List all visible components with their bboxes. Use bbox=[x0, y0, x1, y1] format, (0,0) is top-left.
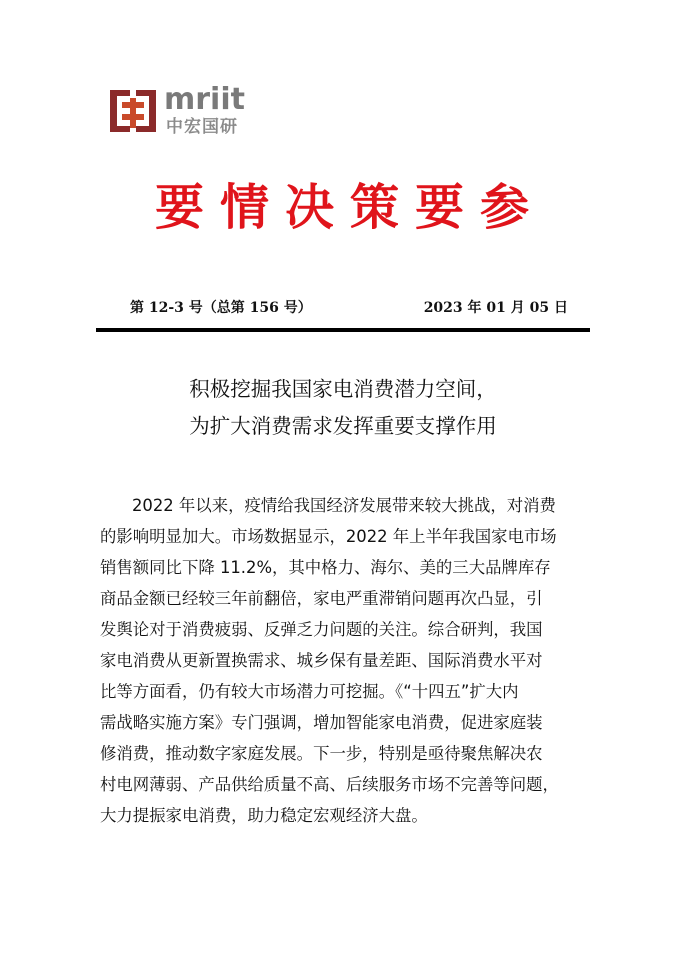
body-line: 发舆论对于消费疲弱、反弹乏力问题的关注。综合研判，我国 bbox=[100, 620, 543, 639]
body-line: 村电网薄弱、产品供给质量不高、后续服务市场不完善等问题， bbox=[100, 775, 559, 794]
logo-brand-en: mriit bbox=[164, 82, 245, 117]
body-line: 家电消费从更新置换需求、城乡保有量差距、国际消费水平对 bbox=[100, 651, 543, 670]
article-title bbox=[96, 371, 590, 445]
logo-mark-icon bbox=[108, 86, 158, 136]
article-body bbox=[100, 490, 592, 831]
masthead-title: 要情决策要参 bbox=[154, 179, 545, 236]
header-divider bbox=[96, 328, 590, 332]
body-line: 销售额同比下降 11.2%，其中格力、海尔、美的三大品牌库存 bbox=[100, 558, 551, 577]
body-line: 2022 年以来，疫情给我国经济发展带来较大挑战，对消费 bbox=[132, 496, 556, 515]
body-line: 需战略实施方案》专门强调，增加智能家电消费，促进家庭装 bbox=[100, 713, 543, 732]
issue-date: 2023 年 01 月 05 日 bbox=[423, 300, 568, 316]
article-title-line: 为扩大消费需求发挥重要支撑作用 bbox=[189, 414, 497, 438]
body-line: 商品金额已经较三年前翻倍，家电严重滞销问题再次凸显，引 bbox=[100, 589, 543, 608]
body-line: 修消费，推动数字家庭发展。下一步，特别是亟待聚焦解决农 bbox=[100, 744, 543, 763]
company-logo bbox=[108, 84, 248, 140]
article-title-line: 积极挖掘我国家电消费潜力空间， bbox=[189, 377, 497, 401]
issue-info bbox=[96, 298, 590, 318]
body-line: 比等方面看，仍有较大市场潜力可挖掘。《“十四五”扩大内 bbox=[100, 682, 519, 701]
body-line: 的影响明显加大。市场数据显示，2022 年上半年我国家电市场 bbox=[100, 527, 557, 546]
logo-brand-cn: 中宏国研 bbox=[166, 117, 238, 137]
issue-number: 第 12-3 号（总第 156 号） bbox=[130, 300, 312, 316]
body-line: 大力提振家电消费，助力稳定宏观经济大盘。 bbox=[100, 806, 428, 825]
